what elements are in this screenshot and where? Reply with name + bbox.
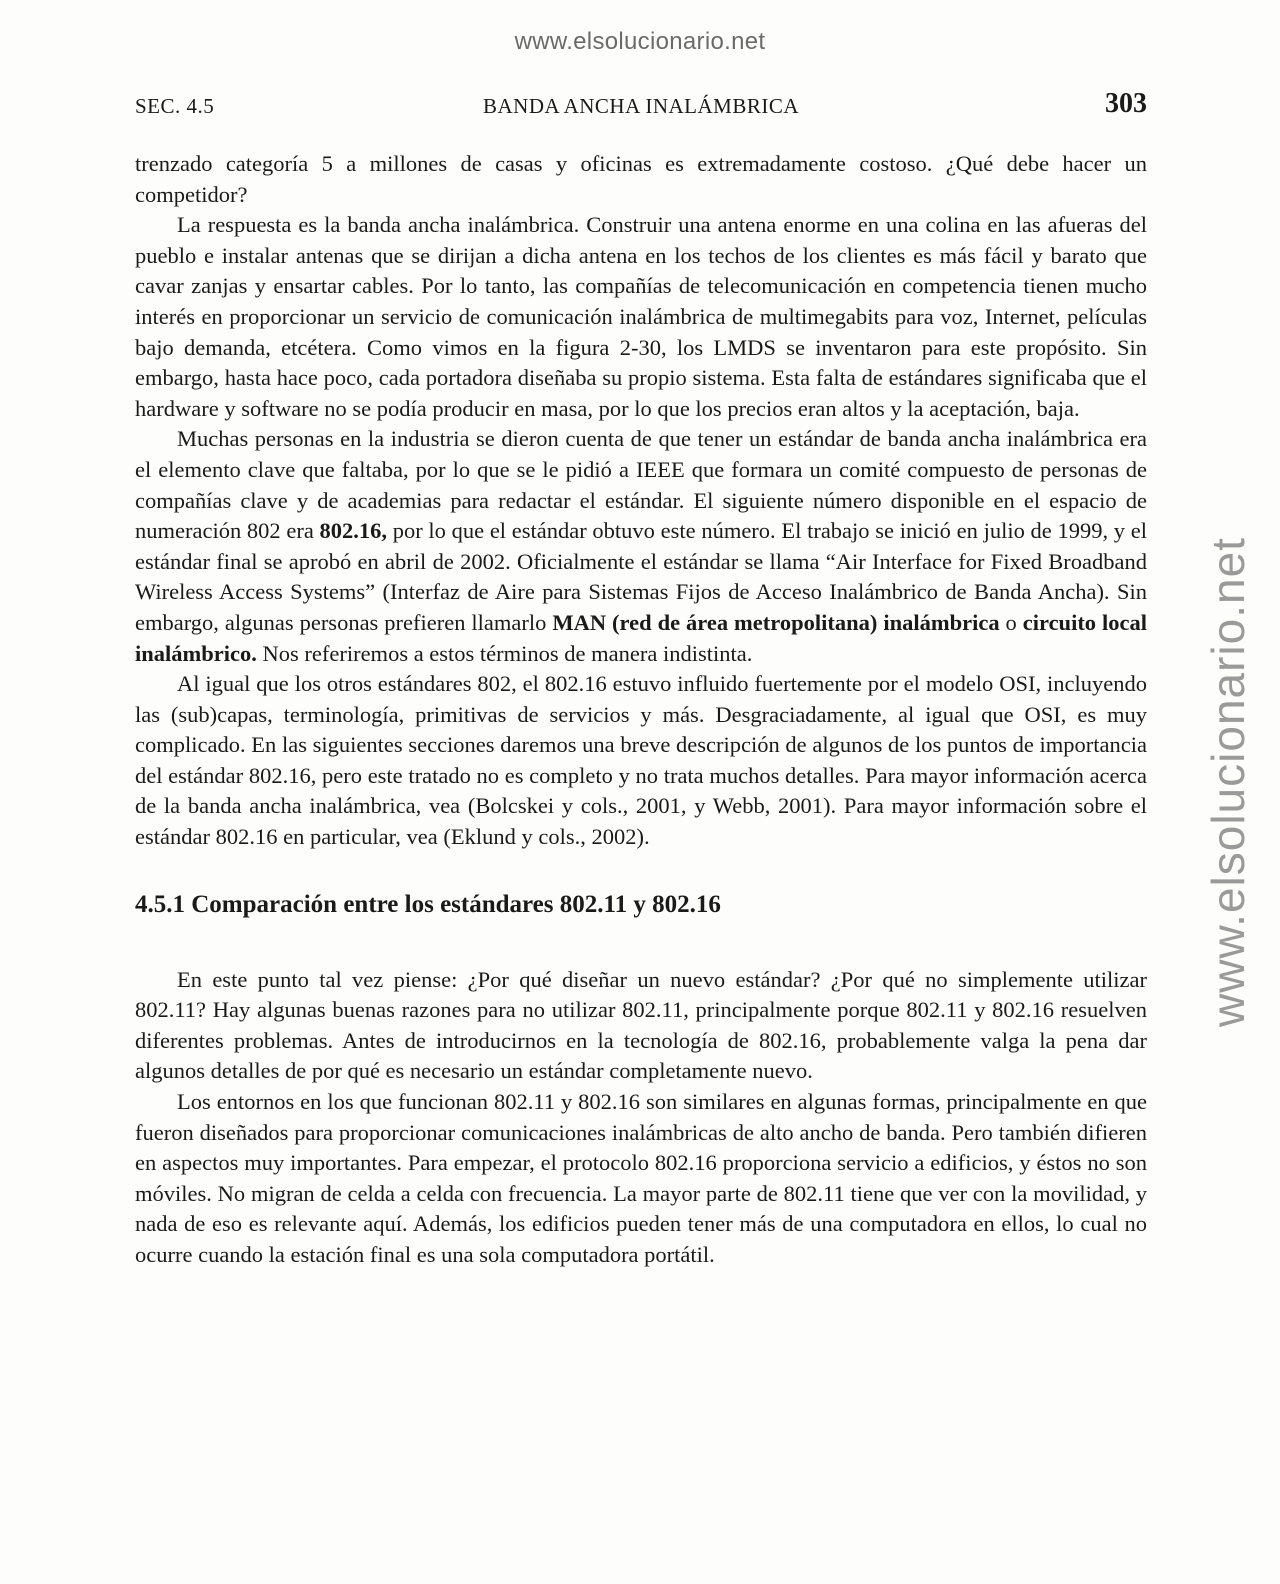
text-run: Nos referiremos a estos términos de manera indistinta.: [256, 640, 753, 666]
section-gap: [135, 921, 1147, 965]
text-run: Muchas personas en la industria se dieron cuenta de que tener un estándar de banda ancha inalámbrica era el elemento clave que faltaba, por lo que se le pidió a IEEE que formara un comité compuesto de personas de compañías clave y de academias para redactar el estándar. El siguiente número disponible en el espacio de numeración 802 era: [135, 426, 1147, 544]
bold-term: circuito local inalámbrico.: [135, 609, 1148, 666]
watermark-side: www.elsolucionario.net: [1202, 537, 1254, 1027]
section-label: SEC. 4.5: [135, 94, 215, 118]
text-run: por lo que el estándar obtuvo este número. El trabajo se inició en julio de 1999, y el estándar final se aprobó en abril de 2002. Oficialmente el estándar se llama “Air Interface for Fixed Broadband Wireless Access Systems” (Interfaz de Aire para Sistemas Fijos de Acceso Inalámbrico de Banda Ancha). Sin embargo, algunas personas prefieren llamarlo: [135, 518, 1147, 635]
paragraph-standard-intro: [135, 424, 1147, 669]
paragraph: Al igual que los otros estándares 802, el 802.16 estuvo influido fuertemente por el modelo OSI, incluyendo las (sub)capas, terminología, primitivas de servicios y más. Desgraciadamente, al igual que OSI, es muy complicado. En las siguientes secciones daremos una breve descripción de algunos de los puntos de importancia del estándar 802.16, pero este tratado no es completo y no trata muchos detalles. Para mayor información acerca de la banda ancha inalámbrica, vea (Bolcskei y cols., 2001, y Webb, 2001). Para mayor información sobre el estándar 802.16 en particular, vea (Eklund y cols., 2002).: [135, 671, 1147, 850]
paragraph: La respuesta es la banda ancha inalámbrica. Construir una antena enorme en una colina en las afueras del pueblo e instalar antenas que se dirijan a dicha antena en los techos de los clientes es más fácil y barato que cavar zanjas y ensartar cables. Por lo tanto, las compañías de telecomunicación en competencia tienen mucho interés en proporcionar un servicio de comunicación inalámbrica de multimegabits para voz, Internet, películas bajo demanda, etcétera. Como vimos en la figura 2-30, los LMDS se inventaron para este propósito. Sin embargo, hasta hace poco, cada portadora diseñaba su propio sistema. Esta falta de estándares significaba que el hardware y software no se podía producir en masa, por lo que los precios eran altos y la aceptación, baja.: [135, 212, 1147, 421]
text-run: o: [999, 609, 1023, 635]
paragraph: Los entornos en los que funcionan 802.11 y 802.16 son similares en algunas formas, principalmente en que fueron diseñados para proporcionar comunicaciones inalámbricas de alto ancho de banda. Pero también difieren en aspectos muy importantes. Para empezar, el protocolo 802.16 proporciona servicio a edificios, y éstos no son móviles. No migran de celda a celda con frecuencia. La mayor parte de 802.11 tiene que ver con la movilidad, y nada de eso es relevante aquí. Además, los edificios pueden tener más de una computadora en ellos, lo cual no ocurre cuando la estación final es una sola computadora portátil.: [135, 1089, 1147, 1267]
bold-term: 802.16,: [319, 518, 388, 544]
page-body: [135, 149, 1147, 1271]
paragraph-continued: trenzado categoría 5 a millones de casas y oficinas es extremadamente costoso. ¿Qué debe hacer un competidor?: [135, 151, 1147, 207]
page-number: 303: [1105, 88, 1147, 119]
watermark-top: www.elsolucionario.net: [514, 28, 766, 55]
section-heading: 4.5.1 Comparación entre los estándares 802.11 y 802.16: [135, 890, 721, 918]
paragraph: En este punto tal vez piense: ¿Por qué diseñar un nuevo estándar? ¿Por qué no simplemente utilizar 802.11? Hay algunas buenas razones para no utilizar 802.11, principalmente porque 802.11 y 802.16 resuelven diferentes problemas. Antes de introducirnos en la tecnología de 802.16, probablemente valga la pena dar algunos detalles de por qué es necesario un estándar completamente nuevo.: [135, 966, 1147, 1084]
bold-term: MAN (red de área metropolitana) inalámbrica: [552, 609, 1000, 635]
running-header: [135, 88, 1147, 124]
running-title: BANDA ANCHA INALÁMBRICA: [482, 94, 800, 118]
